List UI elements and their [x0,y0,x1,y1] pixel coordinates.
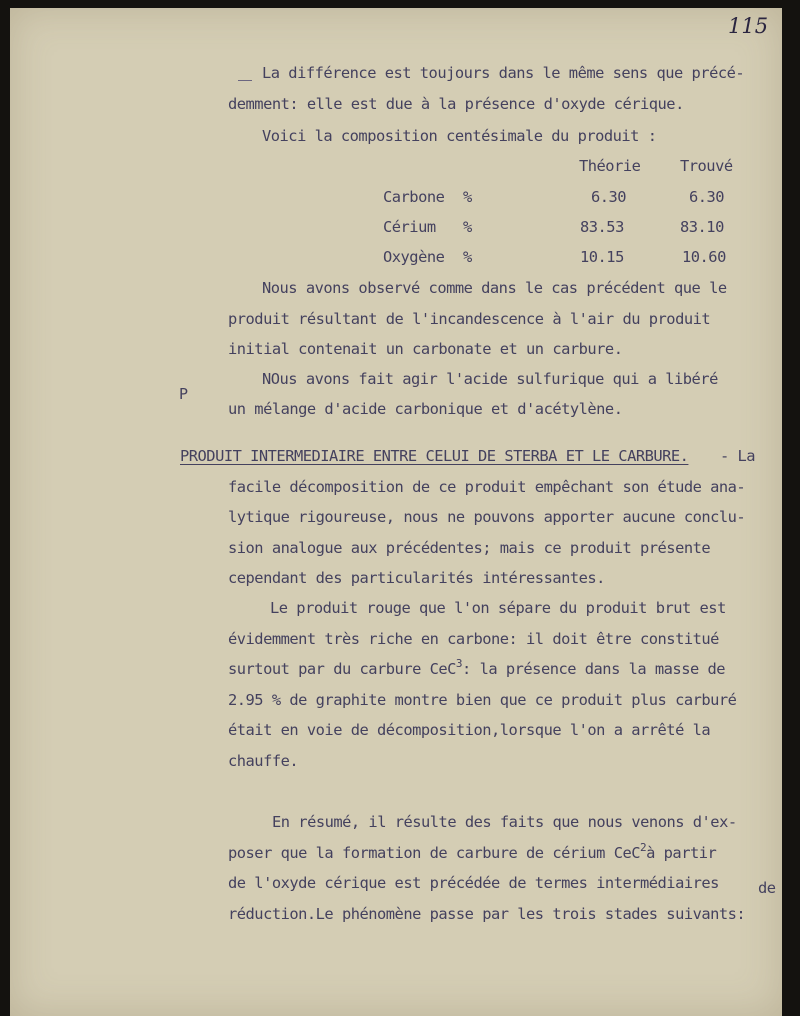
table-cell-trouve: 6.30 [689,188,725,206]
table-cell-element: Oxygène [383,248,445,266]
table-cell-theorie: 6.30 [591,188,627,206]
text-line: Le produit rouge que l'on sépare du produit brut est [270,599,726,617]
text-line: était en voie de décomposition,lorsque l'on a arrêté la [228,721,711,739]
table-cell-element: Carbone [383,188,445,206]
margin-dash [238,80,252,81]
text-line: produit résultant de l'incandescence à l'air du produit [228,310,711,328]
text-segment: à partir [646,844,717,862]
text-line: un mélange d'acide carbonique et d'acétylène. [228,400,623,418]
table-cell-element: Cérium [383,218,436,236]
text-line: La différence est toujours dans le même sens que précé- [262,64,745,82]
section-heading: PRODUIT INTERMEDIAIRE ENTRE CELUI DE STERBA ET LE CARBURE. [180,447,689,465]
table-cell-theorie: 10.15 [580,248,624,266]
table-cell-trouve: 83.10 [680,218,724,236]
text-line [228,841,717,862]
text-segment: : la présence dans la masse de [462,660,726,678]
table-cell-trouve: 10.60 [682,248,726,266]
margin-note: P [179,385,189,403]
text-line: cependant des particularités intéressantes. [228,569,605,587]
text-line: de l'oxyde cérique est précédée de termes intermédiaires [228,874,719,892]
text-line-tail: de [758,879,776,897]
section-heading-tail: - La [720,447,756,465]
text-line: sion analogue aux précédentes; mais ce produit présente [228,539,711,557]
text-line: 2.95 % de graphite montre bien que ce produit plus carburé [228,691,737,709]
text-line: NOus avons fait agir l'acide sulfurique qui a libéré [262,370,718,388]
text-line: réduction.Le phénomène passe par les trois stades suivants: [228,905,746,923]
table-cell-unit: % [463,188,472,206]
superscript: 2 [640,841,647,854]
table-cell-unit: % [463,248,472,266]
table-cell-theorie: 83.53 [580,218,624,236]
table-header-trouve: Trouvé [680,157,733,175]
text-line: demment: elle est due à la présence d'oxyde cérique. [228,95,684,113]
text-line: initial contenait un carbonate et un carbure. [228,340,623,358]
table-header-theorie: Théorie [579,157,641,175]
superscript: 3 [455,657,463,670]
text-line: Nous avons observé comme dans le cas précédent que le [262,279,727,297]
composition-intro: Voici la composition centésimale du produit : [262,127,657,145]
text-segment: poser que la formation de carbure de cérium CeC [228,844,640,862]
text-line: lytique rigoureuse, nous ne pouvons apporter aucune conclu- [228,508,746,526]
page-number: 115 [728,14,769,38]
text-line: facile décomposition de ce produit empêchant son étude ana- [228,478,746,496]
text-line: En résumé, il résulte des faits que nous venons d'ex- [272,813,737,831]
text-line: évidemment très riche en carbone: il doit être constitué [228,630,719,648]
text-segment: surtout par du carbure CeC [228,660,456,678]
text-line [228,657,726,678]
table-cell-unit: % [463,218,472,236]
text-line: chauffe. [228,752,299,770]
